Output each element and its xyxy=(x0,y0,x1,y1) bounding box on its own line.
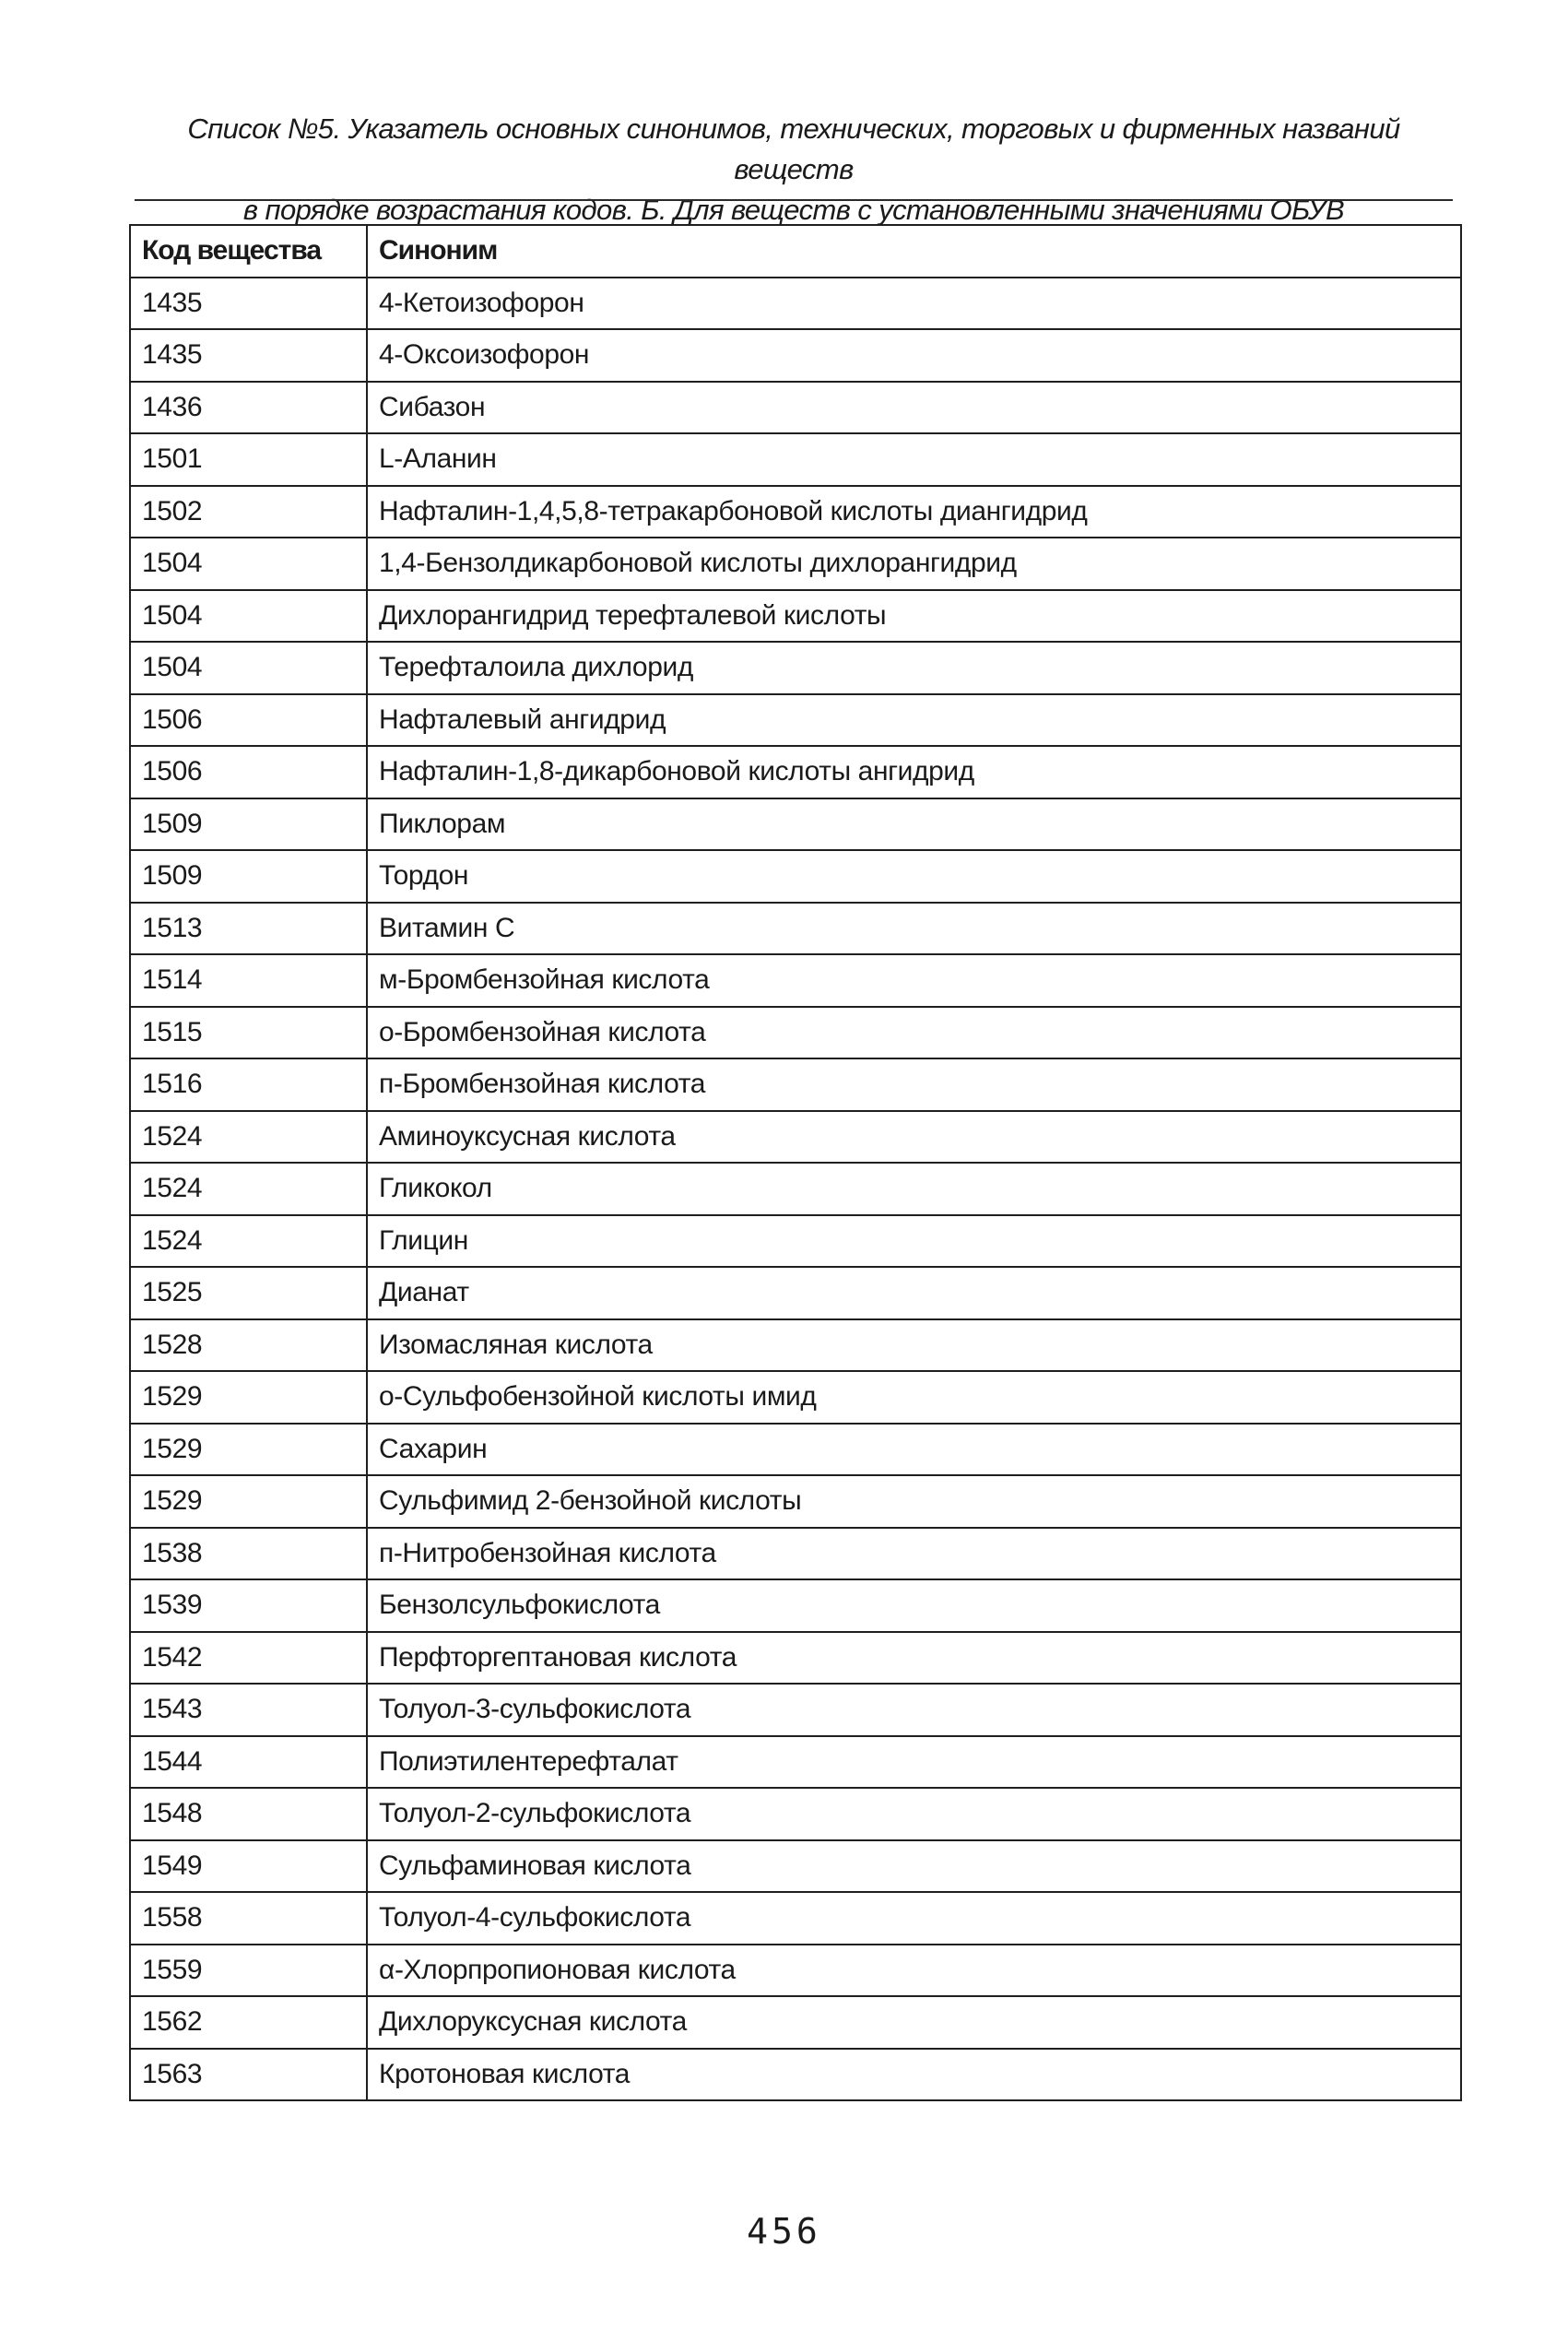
substance-code-cell: 1513 xyxy=(130,903,367,955)
substance-code-cell: 1529 xyxy=(130,1424,367,1476)
table-row xyxy=(130,1475,1461,1528)
table-row xyxy=(130,1111,1461,1164)
substance-code-cell: 1543 xyxy=(130,1684,367,1736)
page-number: 456 xyxy=(747,2211,821,2252)
synonym-cell: L-Аланин xyxy=(367,433,1461,486)
substance-code-cell: 1435 xyxy=(130,278,367,330)
substance-code-cell: 1514 xyxy=(130,954,367,1007)
synonym-cell: Пиклорам xyxy=(367,798,1461,851)
table-header-row xyxy=(130,225,1461,278)
table-row xyxy=(130,642,1461,694)
synonym-cell: Сульфаминовая кислота xyxy=(367,1840,1461,1893)
table-row xyxy=(130,538,1461,590)
substance-code-cell: 1529 xyxy=(130,1371,367,1424)
table-row xyxy=(130,1945,1461,1997)
synonym-cell: м-Бромбензойная кислота xyxy=(367,954,1461,1007)
table-row xyxy=(130,1267,1461,1319)
synonym-cell: Нафталин-1,4,5,8-тетракарбоновой кислоты диангидрид xyxy=(367,486,1461,538)
synonym-cell: Витамин С xyxy=(367,903,1461,955)
column-header-synonym: Синоним xyxy=(367,225,1461,278)
substance-code-cell: 1562 xyxy=(130,1996,367,2049)
substance-code-cell: 1436 xyxy=(130,382,367,434)
table-row xyxy=(130,329,1461,382)
synonym-cell: Кротоновая кислота xyxy=(367,2049,1461,2101)
synonym-cell: Дианат xyxy=(367,1267,1461,1319)
synonym-cell: 4-Кетоизофорон xyxy=(367,278,1461,330)
substance-code-cell: 1506 xyxy=(130,746,367,798)
header-line-2: в порядке возрастания кодов. Б. Для веществ с установленными значениями ОБУВ xyxy=(242,194,1345,226)
table-row xyxy=(130,798,1461,851)
substance-code-cell: 1506 xyxy=(130,694,367,747)
substance-code-cell: 1563 xyxy=(130,2049,367,2101)
synonym-cell: α-Хлорпропионовая кислота xyxy=(367,1945,1461,1997)
table-row xyxy=(130,1632,1461,1685)
table-row xyxy=(130,382,1461,434)
table-body xyxy=(130,278,1461,2101)
substance-code-cell: 1509 xyxy=(130,850,367,903)
table-row xyxy=(130,1996,1461,2049)
synonym-cell: Дихлоруксусная кислота xyxy=(367,1996,1461,2049)
substance-code-cell: 1558 xyxy=(130,1892,367,1945)
synonym-cell: п-Нитробензойная кислота xyxy=(367,1528,1461,1580)
synonym-cell: о-Сульфобензойной кислоты имид xyxy=(367,1371,1461,1424)
substance-code-cell: 1504 xyxy=(130,642,367,694)
synonym-cell: Дихлорангидрид терефталевой кислоты xyxy=(367,590,1461,643)
substance-code-cell: 1542 xyxy=(130,1632,367,1685)
synonym-cell: Перфторгептановая кислота xyxy=(367,1632,1461,1685)
synonym-cell: Нафталевый ангидрид xyxy=(367,694,1461,747)
table-row xyxy=(130,954,1461,1007)
synonym-cell: п-Бромбензойная кислота xyxy=(367,1058,1461,1111)
table-row xyxy=(130,1579,1461,1632)
substance-code-cell: 1515 xyxy=(130,1007,367,1059)
substance-code-cell: 1529 xyxy=(130,1475,367,1528)
table-row xyxy=(130,590,1461,643)
synonym-cell: о-Бромбензойная кислота xyxy=(367,1007,1461,1059)
table-row xyxy=(130,1163,1461,1215)
synonym-cell: Сульфимид 2-бензойной кислоты xyxy=(367,1475,1461,1528)
substance-code-cell: 1516 xyxy=(130,1058,367,1111)
substance-code-cell: 1501 xyxy=(130,433,367,486)
substance-code-cell: 1525 xyxy=(130,1267,367,1319)
table-row xyxy=(130,1319,1461,1372)
header-line-1: Список №5. Указатель основных синонимов, технических, торговых и фирменных названий веществ xyxy=(187,112,1400,185)
table-row xyxy=(130,850,1461,903)
synonym-cell: Толуол-3-сульфокислота xyxy=(367,1684,1461,1736)
table-row xyxy=(130,1684,1461,1736)
synonym-cell: Сахарин xyxy=(367,1424,1461,1476)
synonym-cell: Толуол-2-сульфокислота xyxy=(367,1788,1461,1840)
header-divider xyxy=(135,199,1453,201)
table-row xyxy=(130,1371,1461,1424)
substance-code-cell: 1504 xyxy=(130,590,367,643)
substance-code-cell: 1524 xyxy=(130,1215,367,1268)
table-row xyxy=(130,2049,1461,2101)
substance-code-cell: 1524 xyxy=(130,1111,367,1164)
synonym-cell: Аминоуксусная кислота xyxy=(367,1111,1461,1164)
substance-code-cell: 1528 xyxy=(130,1319,367,1372)
synonym-cell: Гликокол xyxy=(367,1163,1461,1215)
table-row xyxy=(130,1215,1461,1268)
table-row xyxy=(130,1007,1461,1059)
synonym-cell: Изомасляная кислота xyxy=(367,1319,1461,1372)
table-row xyxy=(130,1788,1461,1840)
synonyms-table-container xyxy=(129,224,1460,2101)
synonym-cell: Глицин xyxy=(367,1215,1461,1268)
table-row xyxy=(130,1736,1461,1789)
table-row xyxy=(130,486,1461,538)
synonym-cell: Нафталин-1,8-дикарбоновой кислоты ангидрид xyxy=(367,746,1461,798)
substance-code-cell: 1559 xyxy=(130,1945,367,1997)
synonyms-table xyxy=(129,224,1462,2101)
table-row xyxy=(130,694,1461,747)
page-header xyxy=(135,109,1453,231)
substance-code-cell: 1549 xyxy=(130,1840,367,1893)
table-row xyxy=(130,903,1461,955)
substance-code-cell: 1544 xyxy=(130,1736,367,1789)
synonym-cell: Сибазон xyxy=(367,382,1461,434)
substance-code-cell: 1502 xyxy=(130,486,367,538)
table-row xyxy=(130,1058,1461,1111)
substance-code-cell: 1548 xyxy=(130,1788,367,1840)
synonym-cell: 4-Оксоизофорон xyxy=(367,329,1461,382)
substance-code-cell: 1509 xyxy=(130,798,367,851)
table-row xyxy=(130,278,1461,330)
column-header-code: Код вещества xyxy=(130,225,367,278)
substance-code-cell: 1538 xyxy=(130,1528,367,1580)
synonym-cell: Полиэтилентерефталат xyxy=(367,1736,1461,1789)
table-row xyxy=(130,1840,1461,1893)
table-row xyxy=(130,433,1461,486)
synonym-cell: Бензолсульфокислота xyxy=(367,1579,1461,1632)
synonym-cell: Терефталоила дихлорид xyxy=(367,642,1461,694)
substance-code-cell: 1524 xyxy=(130,1163,367,1215)
synonym-cell: Тордон xyxy=(367,850,1461,903)
table-row xyxy=(130,1528,1461,1580)
synonym-cell: Толуол-4-сульфокислота xyxy=(367,1892,1461,1945)
substance-code-cell: 1504 xyxy=(130,538,367,590)
table-row xyxy=(130,1424,1461,1476)
synonym-cell: 1,4-Бензолдикарбоновой кислоты дихлорангидрид xyxy=(367,538,1461,590)
table-row xyxy=(130,746,1461,798)
substance-code-cell: 1435 xyxy=(130,329,367,382)
substance-code-cell: 1539 xyxy=(130,1579,367,1632)
table-row xyxy=(130,1892,1461,1945)
